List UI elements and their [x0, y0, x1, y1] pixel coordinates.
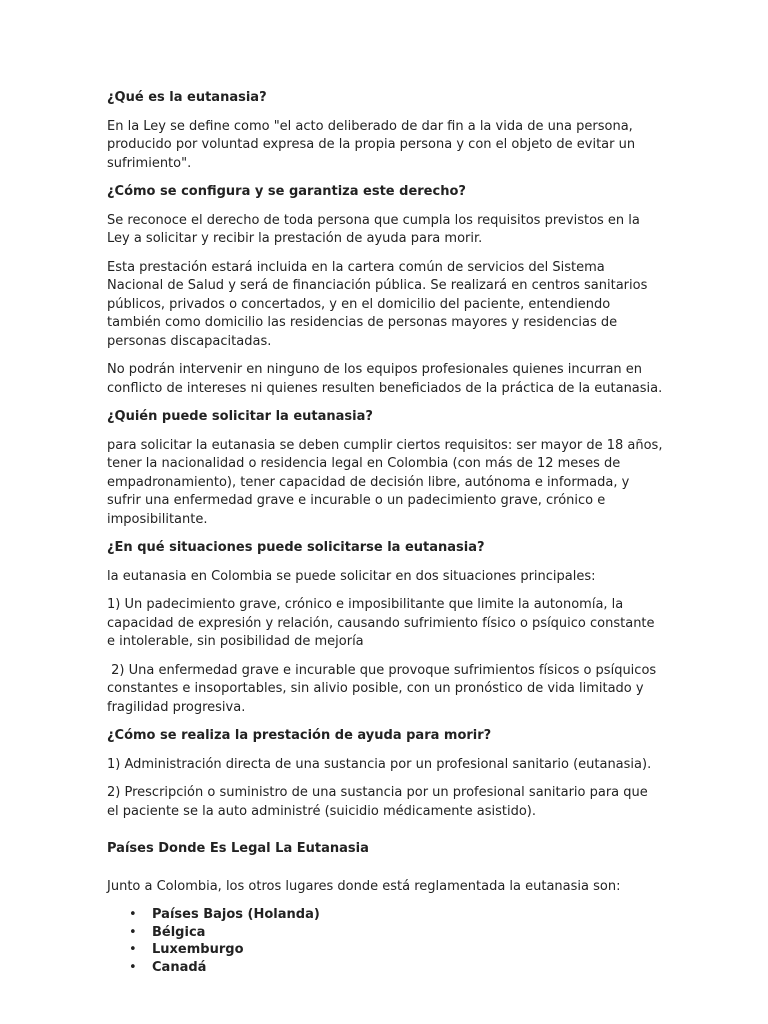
section-heading-que-es: ¿Qué es la eutanasia? [107, 90, 267, 105]
bullet-icon: • [129, 924, 137, 940]
section-heading-situaciones: ¿En qué situaciones puede solicitarse la eutanasia? [107, 540, 485, 555]
paragraph-situacion-2: 2) Una enfermedad grave e incurable que provoque sufrimientos físicos o psíquicos constantes e insoportables, sin alivio posible, con un pronóstico de vida limitado y fragilidad progresiva. [107, 662, 661, 715]
country-name: Canadá [152, 959, 207, 975]
country-name: Países Bajos (Holanda) [152, 907, 320, 922]
section-heading-como-se-configura: ¿Cómo se configura y se garantiza este derecho? [107, 184, 466, 199]
section-heading-como-se-realiza: ¿Cómo se realiza la prestación de ayuda para morir? [107, 728, 492, 743]
paragraph-situacion-1: 1) Un padecimiento grave, crónico e imposibilitante que limite la autonomía, la capacidad de expresión y relación, causando sufrimiento físico o psíquico constante e intolerable, sin posibilidad de mejoría [107, 597, 655, 649]
list-item [107, 924, 663, 942]
paragraph-situaciones-intro: la eutanasia en Colombia se puede solicitar en dos situaciones principales: [107, 568, 596, 584]
paragraph-modalidad-2: 2) Prescripción o suministro de una sustancia por un profesional sanitario para que el paciente se la auto administré (suicidio médicamente asistido). [107, 785, 648, 819]
paragraph-conflicto-intereses: No podrán intervenir en ninguno de los equipos profesionales quienes incurran en conflicto de intereses ni quienes resulten beneficiados de la práctica de la eutanasia. [107, 362, 663, 396]
paragraph-prestacion: Esta prestación estará incluida en la cartera común de servicios del Sistema Nacional de Salud y será de financiación pública. Se realizará en centros sanitarios públicos, privados o concertados, y en el domicilio del paciente, entendiendo también como domicilio las residencias de personas mayores y residencias de personas discapacitadas. [107, 259, 648, 349]
paragraph-derecho: Se reconoce el derecho de toda persona que cumpla los requisitos previstos en la Ley a solicitar y recibir la prestación de ayuda para morir. [107, 212, 640, 246]
bullet-icon: • [129, 907, 137, 922]
paragraph-modalidad-1: 1) Administración directa de una sustancia por un profesional sanitario (eutanasia). [107, 756, 652, 772]
paragraph-definicion: En la Ley se define como "el acto deliberado de dar fin a la vida de una persona, producido por voluntad expresa de la propia persona y con el objeto de evitar un sufrimiento". [107, 118, 636, 171]
bullet-icon: • [129, 942, 137, 957]
list-item [107, 906, 663, 924]
section-heading-quien-puede: ¿Quién puede solicitar la eutanasia? [107, 409, 373, 424]
paragraph-paises-intro: Junto a Colombia, los otros lugares donde está reglamentada la eutanasia son: [107, 878, 621, 894]
list-item [107, 941, 663, 959]
country-name: Luxemburgo [152, 942, 244, 957]
bullet-icon: • [129, 959, 137, 975]
list-item [107, 959, 663, 977]
paragraph-requisitos: para solicitar la eutanasia se deben cumplir ciertos requisitos: ser mayor de 18 años, tener la nacionalidad o residencia legal en Colombia (con más de 12 meses de empadronamiento), tener capacidad de decisión libre, autónoma e informada, y sufrir una enfermedad grave e incurable o un padecimiento grave, crónico e imposibilitante. [107, 437, 663, 527]
section-heading-paises: Países Donde Es Legal La Eutanasia [107, 841, 369, 856]
document-body [107, 89, 663, 976]
country-name: Bélgica [152, 924, 206, 940]
country-list [107, 906, 663, 976]
